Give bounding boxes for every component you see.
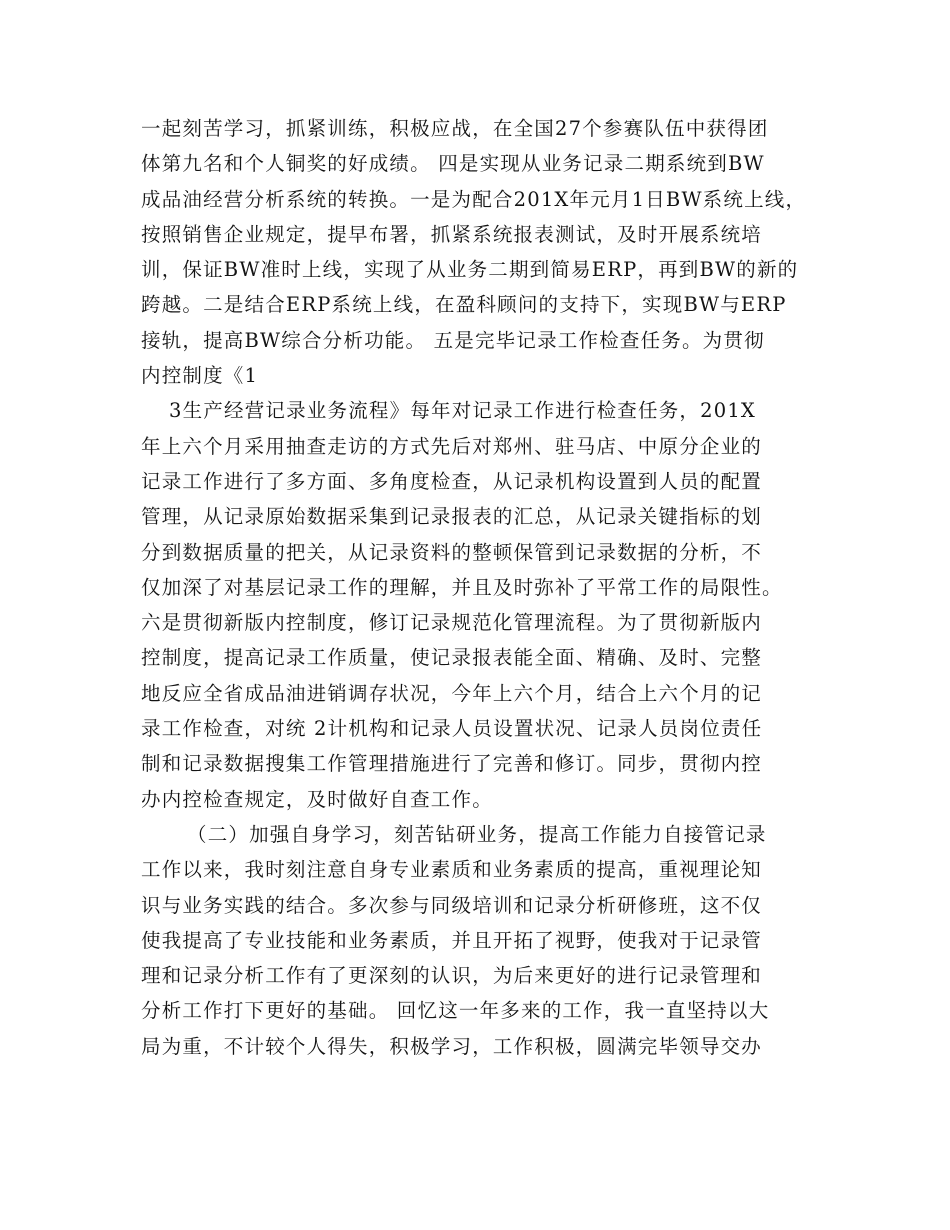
document-body — [141, 111, 841, 1064]
text-line: 跨越。二是结合ERP系统上线，在盈科顾问的支持下，实现BW与ERP — [141, 293, 787, 317]
text-line: 接轨，提高BW综合分析功能。 五是完毕记录工作检查任务。为贯彻 — [141, 328, 765, 352]
text-line: 工作以来，我时刻注意自身专业素质和业务素质的提高，重视理论知 — [141, 858, 763, 882]
text-line: 训，保证BW准时上线，实现了从业务二期到简易ERP，再到BW的新的 — [141, 258, 799, 282]
text-line: 控制度，提高记录工作质量，使记录报表能全面、精确、及时、完整 — [141, 646, 763, 670]
text-line: 识与业务实践的结合。多次参与同级培训和记录分析研修班，这不仅 — [141, 893, 763, 917]
text-line: 使我提高了专业技能和业务素质，并且开拓了视野，使我对于记录管 — [141, 928, 763, 952]
text-line: 录工作检查，对统 2计机构和记录人员设置状况、记录人员岗位责任 — [141, 717, 763, 741]
text-line: 一起刻苦学习，抓紧训练，积极应战，在全国27个参赛队伍中获得团 — [141, 117, 769, 140]
text-line: 体第九名和个人铜奖的好成绩。 四是实现从业务记录二期系统到BW — [141, 152, 765, 176]
text-line: 成品油经营分析系统的转换。一是为配合201X年元月1日BW系统上线， — [141, 187, 807, 211]
text-line: 3生产经营记录业务流程》每年对记录工作进行检查任务，201X — [169, 399, 757, 423]
text-line: 按照销售企业规定，提早布署，抓紧系统报表测试，及时开展系统培 — [141, 222, 763, 246]
text-line: 分析工作打下更好的基础。 回忆这一年多来的工作，我一直坚持以大 — [141, 999, 770, 1023]
text-line: 管理，从记录原始数据采集到记录报表的汇总，从记录关键指标的划 — [141, 505, 763, 529]
text-line: 地反应全省成品油进销调存状况，今年上六个月，结合上六个月的记 — [141, 681, 763, 705]
text-line: 六是贯彻新版内控制度，修订记录规范化管理流程。为了贯彻新版内 — [141, 611, 763, 635]
text-line: 办内控检查规定，及时做好自查工作。 — [141, 787, 493, 811]
section-heading-line: （二）加强自身学习，刻苦钻研业务，提高工作能力自接管记录 — [187, 822, 767, 846]
text-line: 分到数据质量的把关，从记录资料的整顿保管到记录数据的分析，不 — [141, 540, 763, 564]
text-line: 仅加深了对基层记录工作的理解，并且及时弥补了平常工作的局限性。 — [141, 575, 783, 599]
text-line: 内控制度《1 — [141, 364, 259, 388]
text-line: 理和记录分析工作有了更深刻的认识，为后来更好的进行记录管理和 — [141, 964, 763, 988]
text-line: 制和记录数据搜集工作管理措施进行了完善和修订。同步，贯彻内控 — [141, 752, 763, 776]
text-line: 记录工作进行了多方面、多角度检查，从记录机构设置到人员的配置 — [141, 469, 763, 493]
text-line: 局为重，不计较个人得失，积极学习，工作积极，圆满完毕领导交办 — [141, 1034, 763, 1058]
text-line: 年上六个月采用抽查走访的方式先后对郑州、驻马店、中原分企业的 — [141, 434, 763, 458]
